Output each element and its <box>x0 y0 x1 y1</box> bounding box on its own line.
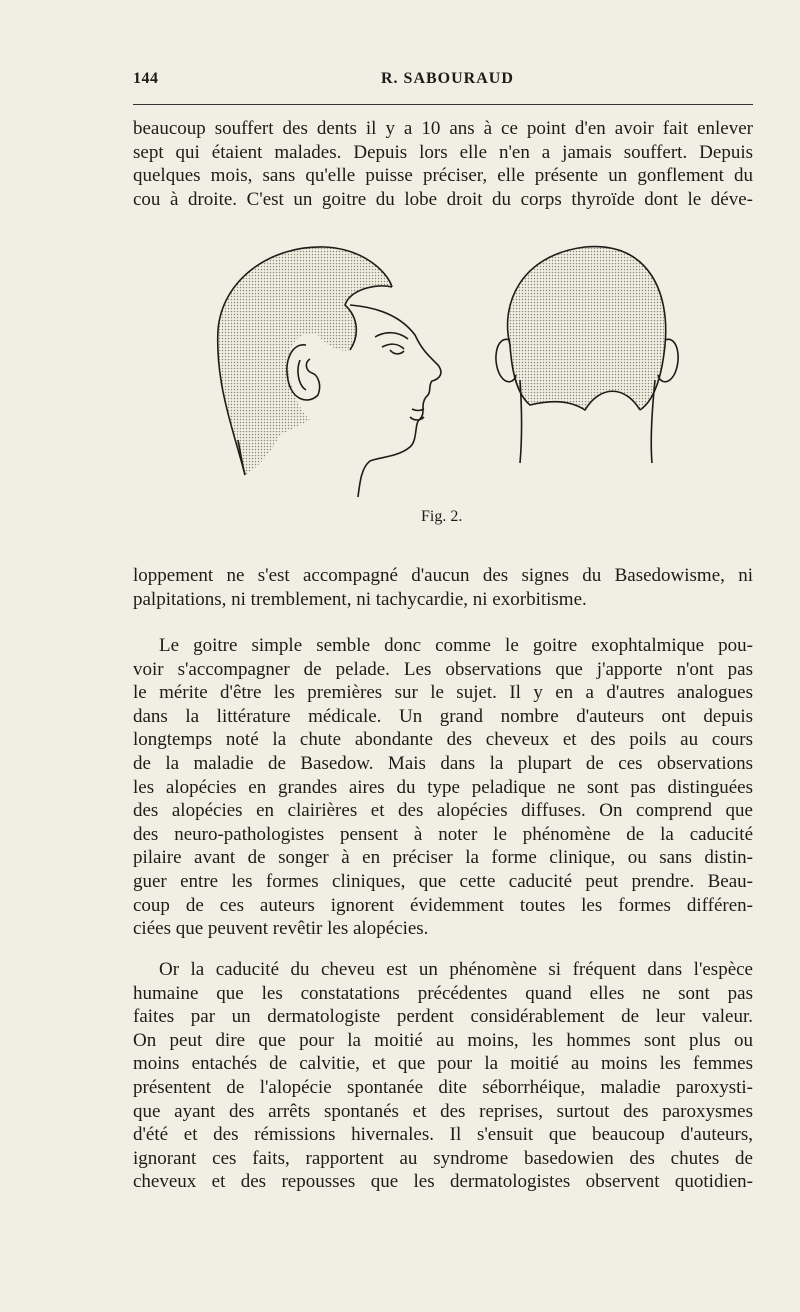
paragraph-1 <box>133 117 753 211</box>
text-line: moins entachés de calvitie, et que pour la moitié au moins les femmes <box>133 1053 753 1075</box>
text-line: des alopécies en clairières et des alopécies diffuses. On comprend que <box>133 800 753 822</box>
text-line: cheveux et des repousses que les dermatologistes observent quotidien- <box>133 1171 753 1193</box>
text-line: des neuro-pathologistes pensent à noter le phénomène de la caducité <box>133 823 753 845</box>
page-number: 144 <box>133 70 159 87</box>
text-line: voir s'accompagner de pelade. Les observations que j'apporte n'ont pas <box>133 658 753 680</box>
text-line: présentent de l'alopécie spontanée dite séborrhéique, maladie paroxysti- <box>133 1076 753 1098</box>
text-line: guer entre les formes cliniques, que cette caducité peut prendre. Beau- <box>133 870 753 892</box>
text-line: Le goitre simple semble donc comme le goitre exophtalmique pou- <box>159 635 753 656</box>
paragraph-3 <box>133 634 753 941</box>
text-line: d'été et des rémissions hivernales. Il s'ensuit que beaucoup d'auteurs, <box>133 1124 753 1146</box>
text-line: On peut dire que pour la moitié au moins, les hommes sont plus ou <box>133 1029 753 1051</box>
text-line: palpitations, ni tremblement, ni tachycardie, ni exorbitisme. <box>133 588 587 610</box>
back-head-drawing <box>496 247 678 463</box>
text-line: ignorant ces faits, rapportent au syndrome basedowien des chutes de <box>133 1147 753 1169</box>
text-line: pilaire avant de songer à en préciser la forme clinique, ou sans distin- <box>133 847 753 869</box>
text-line: quelques mois, sans qu'elle puisse préciser, elle présente un gonflement du <box>133 165 753 187</box>
text-line: dans la littérature médicale. Un grand nombre d'auteurs ont depuis <box>133 705 753 727</box>
figure-caption: Fig. 2. <box>421 508 463 525</box>
profile-head-drawing <box>218 247 441 497</box>
page-header <box>133 64 753 94</box>
text-line: coup de ces auteurs ignorent évidemment toutes les formes différen- <box>133 894 753 916</box>
text-line: le mérite d'être les premières sur le sujet. Il y en a d'autres analogues <box>133 682 753 704</box>
text-line: les alopécies en grandes aires du type peladique ne sont pas distinguées <box>133 776 753 798</box>
paragraph-4 <box>133 958 753 1194</box>
text-line: ciées que peuvent revêtir les alopécies. <box>133 918 429 940</box>
text-line: cou à droite. C'est un goitre du lobe droit du corps thyroïde dont le déve- <box>133 188 753 210</box>
text-line: longtemps noté la chute abondante des cheveux et des poils au cours <box>133 729 753 751</box>
figure-heads-illustration <box>200 235 700 510</box>
text-line: de la maladie de Basedow. Mais dans la plupart de ces observations <box>133 752 753 774</box>
text-line: sept qui étaient malades. Depuis lors elle n'en a jamais souffert. Depuis <box>133 141 753 163</box>
running-head: R. SABOURAUD <box>381 70 514 87</box>
text-line: que ayant des arrêts spontanés et des reprises, surtout des paroxysmes <box>133 1100 753 1122</box>
text-line: beaucoup souffert des dents il y a 10 ans à ce point d'en avoir fait enlever <box>133 118 753 139</box>
text-line: humaine que les constatations précédentes quand elles ne sont pas <box>133 982 753 1004</box>
paragraph-2 <box>133 564 753 611</box>
text-line: Or la caducité du cheveu est un phénomène si fréquent dans l'espèce <box>159 959 753 980</box>
text-line: faites par un dermatologiste perdent considérablement de leur valeur. <box>133 1006 753 1028</box>
header-rule <box>133 104 753 105</box>
text-line: loppement ne s'est accompagné d'aucun des signes du Basedowisme, ni <box>133 565 753 586</box>
